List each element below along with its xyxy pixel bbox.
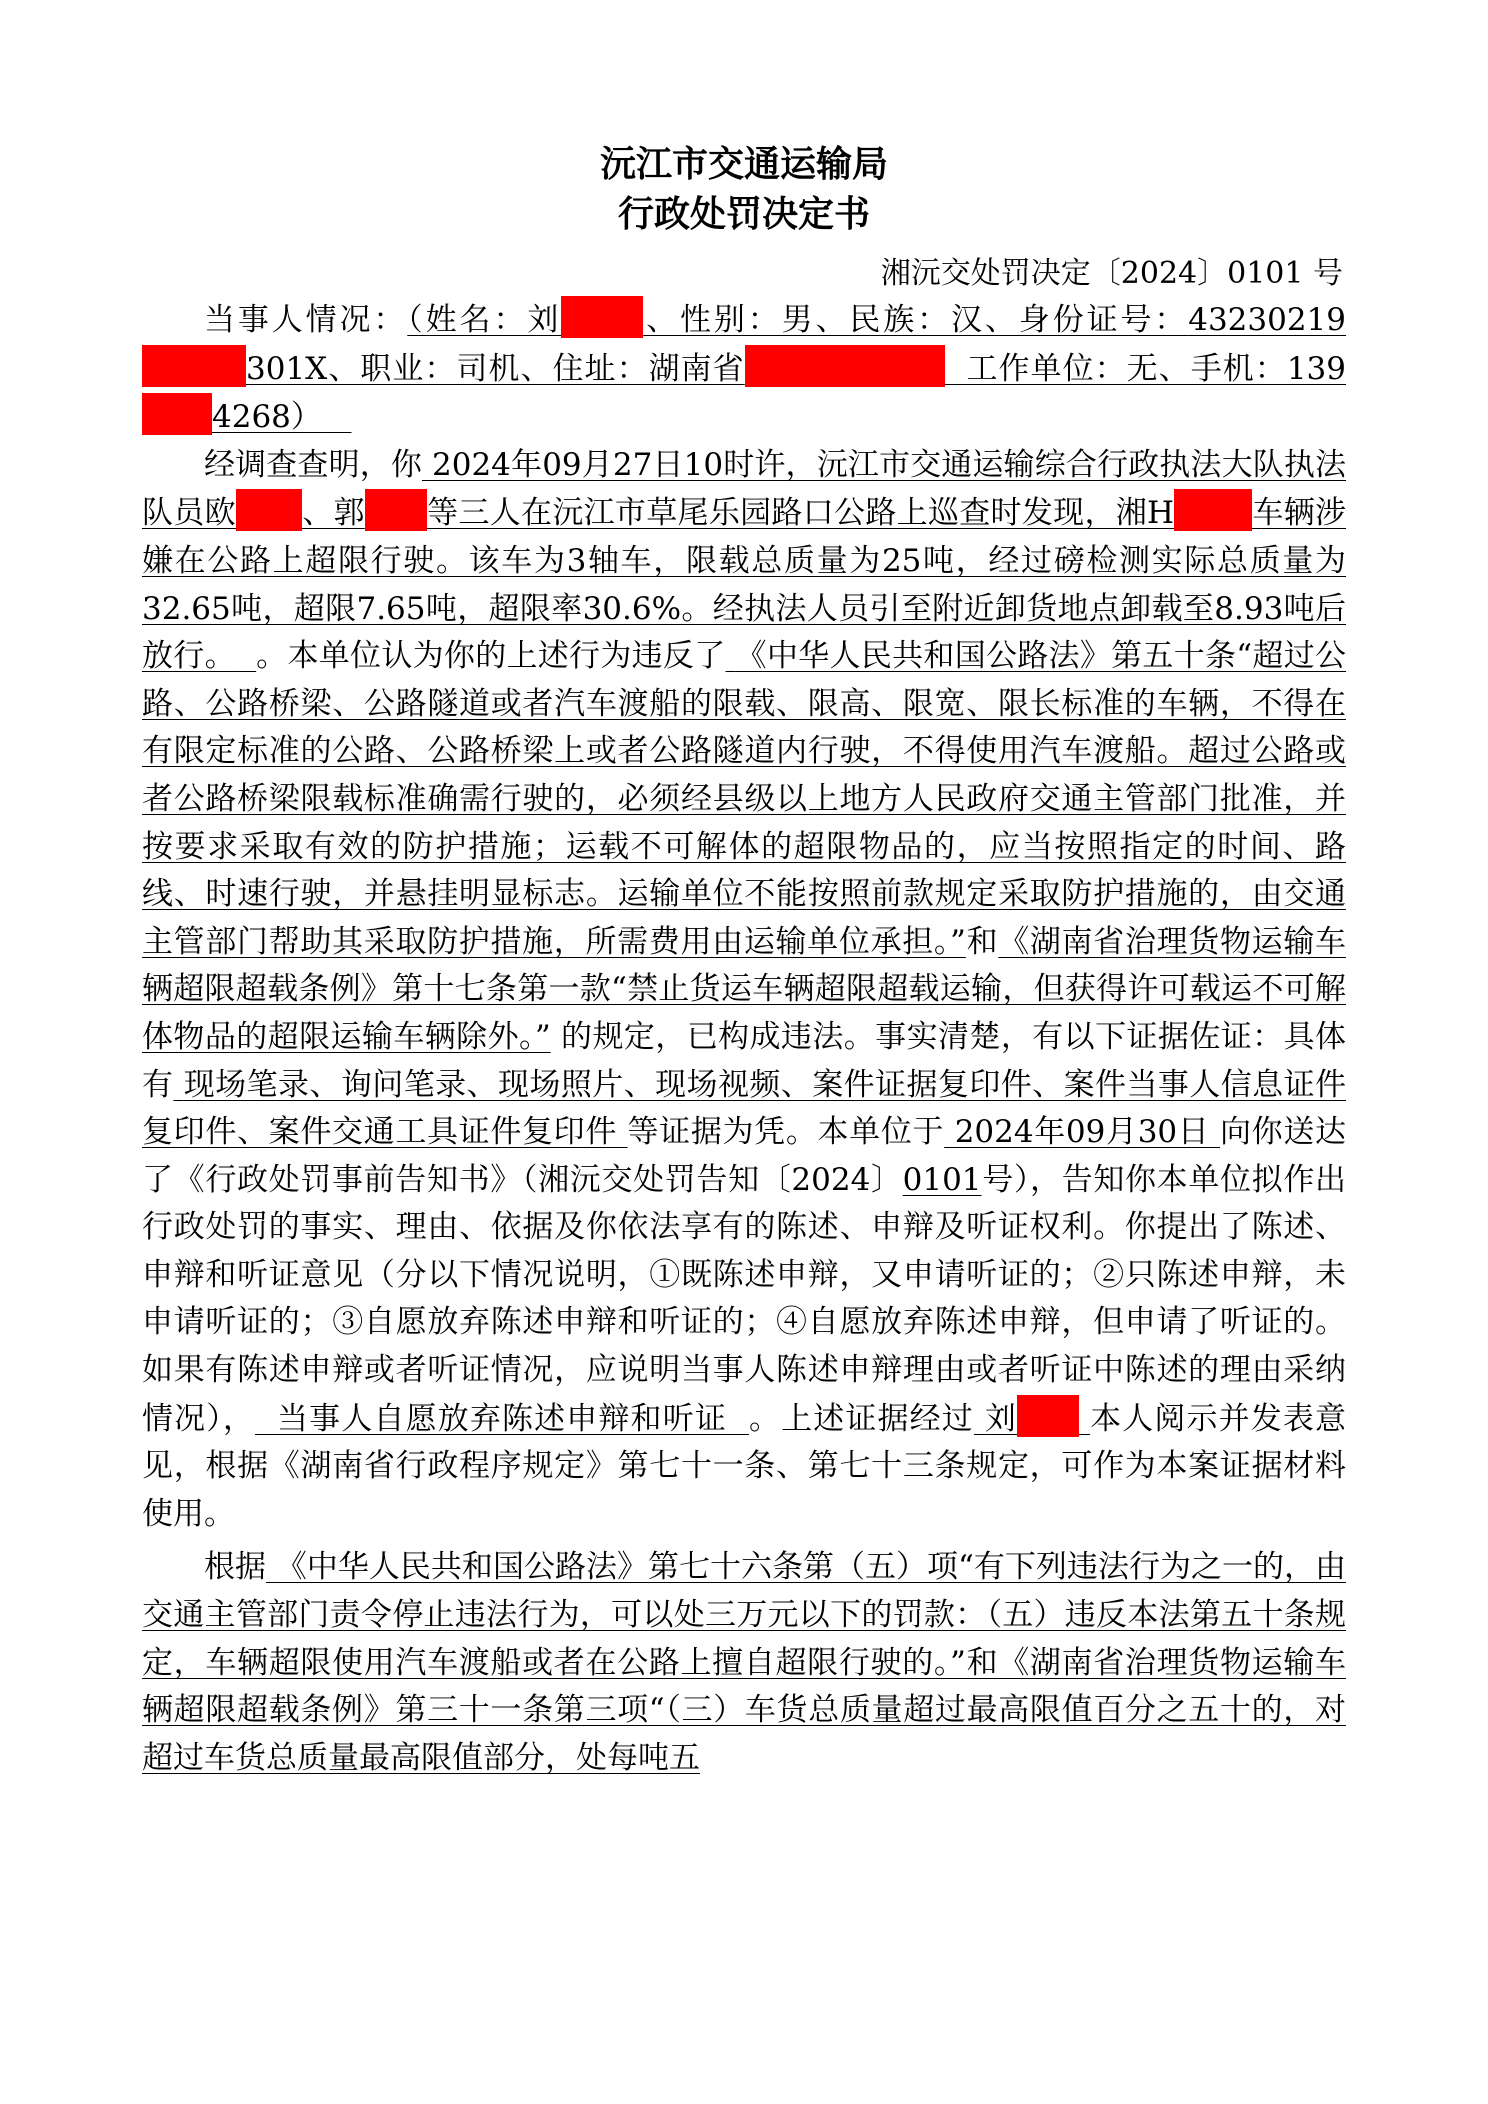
agency-title: 沅江市交通运输局 (599, 144, 888, 185)
redaction-block-phone (142, 393, 212, 435)
notice-date: 2024年09月30日 (954, 1114, 1210, 1151)
document-header (0, 140, 1488, 240)
hearing-waiver: 当事人自愿放弃陈述申辩和听证 (277, 1400, 727, 1437)
redaction-block-officer1 (236, 489, 302, 531)
document-number: 湘沅交处罚决定〔2024〕0101 号 (880, 256, 1343, 291)
redaction-block-officer2 (365, 489, 427, 531)
party-details: （姓名：刘 、性别：男、民族：汉、身份证号：43230219301X、职业：司机、住址：湖南省 工作单位：无、手机：1394268） (142, 302, 1346, 435)
redaction-block-id (142, 345, 246, 387)
document-body (142, 296, 1346, 1782)
law-citation-3: 《中华人民共和国公路法》第七十六条第（五）项“有下列违法行为之一的，由交通主管部门责令停止违法行为，可以处三万元以下的罚款：（五）违反本法第五十条规定，车辆超限使用汽车渡船或者在公路上擅自超限行驶的。”和《湖南省治理货物运输车辆超限超载条例》第三十一条第三项“（三）车货总质量超过最高限值百分之五十的，对超过车货总质量最高限值部分，处每吨五 (142, 1549, 1346, 1776)
evidence-reviewer: 刘 (974, 1401, 1090, 1437)
redaction-block-name (561, 296, 643, 338)
redaction-block-plate (1174, 489, 1252, 531)
party-info-paragraph (142, 296, 1346, 442)
party-label: 当事人情况： (204, 302, 408, 338)
facts-paragraph: 经调查查明，你 2024年09月27日10时许，沅江市交通运输综合行政执法大队执法队员欧 、郭 等三人在沅江市草尾乐园路口公路上巡查时发现，湘H 车辆涉嫌在公路上超限行驶。该车为3轴车，限载总质量为25吨，经过磅检测实际总质量为32.65吨，超限7.65吨，超限率30.6%。经执法人员引至附近卸货地点卸载至8.93吨后放行。 。本单位认为你的上述行为违反了 《中华人民共和国公路法》第五十条“超过公路、公路桥梁、公路隧道或者汽车渡船的限载、限高、限宽、限长标准的车辆，不得在有限定标准的公路、公路桥梁上或者公路隧道内行驶，不得使用汽车渡船。超过公路或者公路桥梁限载标准确需行驶的，必须经县级以上地方人民政府交通主管部门批准，并按要求采取有效的防护措施；运载不可解体的超限物品的，应当按照指定的时间、路线、时速行驶，并悬挂明显标志。运输单位不能按照前款规定采取防护措施的，由交通主管部门帮助其采取防护措施，所需费用由运输单位承担。”和《湖南省治理货物运输车辆超限超载条例》第十七条第一款“禁止货运车辆超限超载运输，但获得许可载运不可解体物品的超限运输车辆除外。” 的规定，已构成违法。事实清楚，有以下证据佐证：具体有 现场笔录、询问笔录、现场照片、现场视频、案件证据复印件、案件当事人信息证件复印件、案件交通工具证件复印件 等证据为凭。本单位于 2024年09月30日 向你送达了《行政处罚事前告知书》（湘沅交处罚告知〔2024〕0101号），告知你本单位拟作出行政处罚的事实、理由、依据及你依法享有的陈述、申辩及听证权利。你提出了陈述、申辩和听证意见（分以下情况说明，①既陈述申辩，又申请听证的；②只陈述申辩，未申请听证的；③自愿放弃陈述申辩和听证的；④自愿放弃陈述申辩，但申请了听证的。如果有陈述申辩或者听证情况，应说明当事人陈述申辩理由或者听证中陈述的理由采纳情况）， 当事人自愿放弃陈述申辩和听证 。上述证据经过 刘 本人阅示并发表意见，根据《湖南省行政程序规定》第七十一条、第七十三条规定，可作为本案证据材料使用。 (142, 446, 1347, 1532)
notice-number: 0101 (902, 1161, 982, 1198)
redaction-block-address (745, 345, 945, 387)
evidence-list: 现场笔录、询问笔录、现场照片、现场视频、案件证据复印件、案件当事人信息证件复印件、案件交通工具证件复印件 (142, 1066, 1347, 1151)
violation-facts: 2024年09月27日10时许，沅江市交通运输综合行政执法大队执法队员欧 、郭 等三人在沅江市草尾乐园路口公路上巡查时发现，湘H 车辆涉嫌在公路上超限行驶。该车为3轴车，限载总质量为25吨，经过磅检测实际总质量为32.65吨，超限7.65吨，超限率30.6%。经执法人员引至附近卸货地点卸载至8.93吨后放行。 (142, 446, 1346, 675)
law-citation-2: 《湖南省治理货物运输车辆超限超载条例》第十七条第一款“禁止货运车辆超限超载运输，但获得许可载运不可解体物品的超限运输车辆除外。” (142, 923, 1346, 1055)
document-title: 行政处罚决定书 (617, 194, 870, 235)
law-citation-1: 《中华人民共和国公路法》第五十条“超过公路、公路桥梁、公路隧道或者汽车渡船的限载、限高、限宽、限长标准的车辆，不得在有限定标准的公路、公路桥梁上或者公路隧道内行驶，不得使用汽车渡船。超过公路或者公路桥梁限载标准确需行驶的，必须经县级以上地方人民政府交通主管部门批准，并按要求采取有效的防护措施；运载不可解体的超限物品的，应当按照指定的时间、路线、时速行驶，并悬挂明显标志。运输单位不能按照前款规定采取防护措施的，由交通主管部门帮助其采取防护措施，所需费用由运输单位承担。” (142, 638, 1347, 960)
legal-basis-paragraph: 根据 《中华人民共和国公路法》第七十六条第（五）项“有下列违法行为之一的，由交通主管部门责令停止违法行为，可以处三万元以下的罚款：（五）违反本法第五十条规定，车辆超限使用汽车渡船或者在公路上擅自超限行驶的。”和《湖南省治理货物运输车辆超限超载条例》第三十一条第三项“（三）车货总质量超过最高限值百分之五十的，对超过车货总质量最高限值部分，处每吨五 (142, 1549, 1346, 1776)
redaction-block-reviewer (1017, 1395, 1079, 1437)
